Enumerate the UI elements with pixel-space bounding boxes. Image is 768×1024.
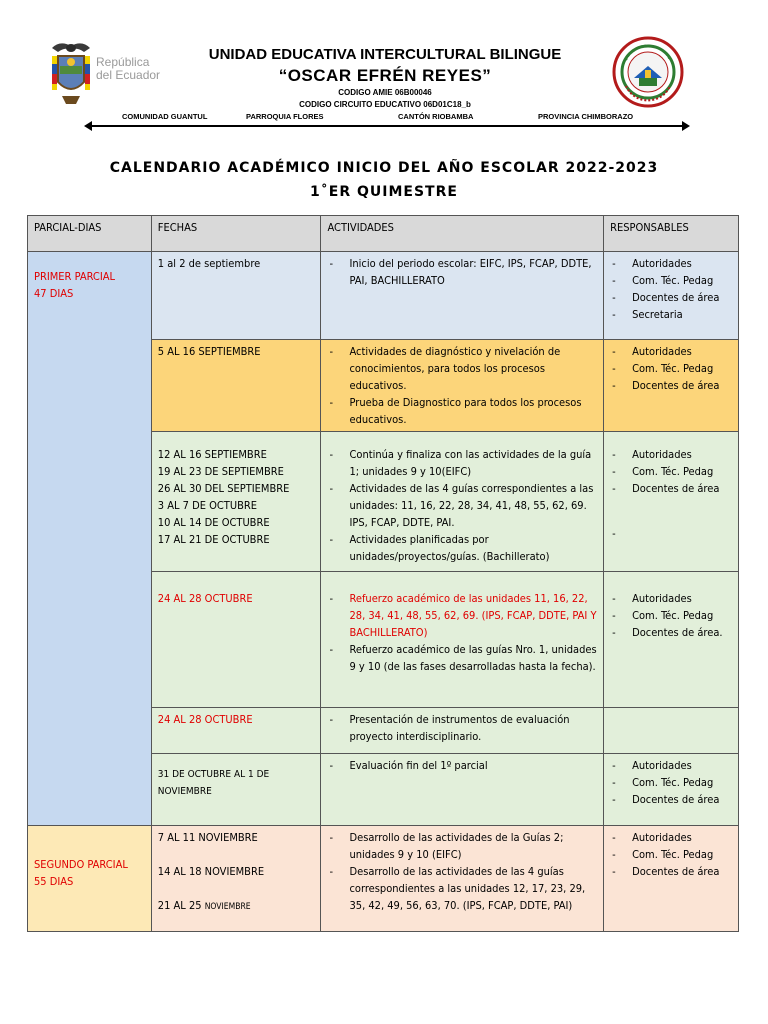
school-seal-logo	[612, 36, 684, 108]
quimestre-subtitle: 1˚ER QUIMESTRE	[310, 184, 458, 200]
codigo-circuito: CODIGO CIRCUITO EDUCATIVO 06D01C18_b	[299, 100, 471, 109]
fecha-item: 17 AL 21 DE OCTUBRE	[157, 533, 270, 546]
responsable-item: - Docentes de área	[610, 480, 732, 497]
primer-parcial-label: PRIMER PARCIAL	[34, 270, 116, 283]
primer-parcial-dias: 47 DIAS	[34, 287, 74, 300]
responsable-item: - Autoridades	[610, 343, 732, 360]
coat-of-arms-icon	[48, 38, 94, 108]
school-name-title: “OSCAR EFRÉN REYES”	[278, 66, 492, 85]
responsable-item: - Docentes de área.	[610, 624, 732, 641]
actividad-item: - Presentación de instrumentos de evaluación proyecto interdisciplinario.	[327, 711, 597, 745]
provincia-label: PROVINCIA CHIMBORAZO	[538, 112, 634, 121]
actividad-item: - Actividades de diagnóstico y nivelación de conocimientos, para todos los procesos educativos.	[327, 343, 597, 394]
fecha-mes-text: NOVIEMBRE	[204, 902, 251, 912]
responsable-item: - Secretaria	[610, 306, 732, 323]
academic-calendar-table	[27, 215, 739, 932]
actividad-item	[327, 590, 597, 641]
table-header-row	[28, 216, 739, 252]
responsables-cell	[604, 826, 739, 932]
responsable-item: - Docentes de área	[610, 791, 732, 808]
actividad-item: - Continúa y finaliza con las actividades de la guía 1; unidades 9 y 10(EIFC)	[327, 446, 597, 480]
segundo-parcial-dias: 55 DIAS	[34, 875, 74, 888]
fecha-item	[158, 897, 315, 916]
republica-del-ecuador-label	[96, 56, 160, 82]
table-row	[28, 826, 739, 932]
fecha-item: 26 AL 30 DEL SEPTIEMBRE	[157, 482, 290, 495]
responsable-item: - Docentes de área	[610, 863, 732, 880]
fecha-item: 14 AL 18 NOVIEMBRE	[157, 865, 265, 878]
actividad-item: - Prueba de Diagnostico para todos los procesos educativos.	[327, 394, 597, 428]
responsable-item: - Com. Téc. Pedag	[610, 360, 732, 377]
primer-parcial-cell	[28, 252, 152, 826]
fechas-cell	[151, 340, 321, 432]
header-parcial-dias: PARCIAL-DIAS	[28, 216, 152, 252]
fecha-item: 19 AL 23 DE SEPTIEMBRE	[157, 465, 284, 478]
header-actividades: ACTIVIDADES	[321, 216, 604, 252]
responsables-cell	[604, 340, 739, 432]
fecha-item: 31 DE OCTUBRE AL 1 DE NOVIEMBRE	[157, 769, 270, 797]
segundo-parcial-cell	[28, 826, 152, 932]
actividad-item: - Actividades planificadas por unidades/proyectos/guías. (Bachillerato)	[327, 531, 597, 565]
fechas-cell	[151, 708, 321, 754]
responsables-cell	[604, 572, 739, 708]
fecha-item: 5 AL 16 SEPTIEMBRE	[157, 345, 261, 358]
responsable-item: - Autoridades	[610, 590, 732, 607]
responsable-item: - Com. Téc. Pedag	[610, 272, 732, 289]
fecha-dias-text: 21 AL 25	[157, 899, 202, 912]
table-row	[28, 252, 739, 340]
responsable-item: - Com. Téc. Pedag	[610, 607, 732, 624]
document-header	[0, 0, 768, 135]
codigo-amie: CODIGO AMIE 06B00046	[338, 88, 432, 97]
responsable-item: - Docentes de área	[610, 377, 732, 394]
responsables-cell	[604, 754, 739, 826]
fecha-item: 3 AL 7 DE OCTUBRE	[157, 499, 258, 512]
responsable-item: - Com. Téc. Pedag	[610, 774, 732, 791]
actividad-item: - Desarrollo de las actividades de las 4 guías correspondientes a las unidades 12, 17, 23, 29, 35, 42, 49, 56, 63, 70. (IPS, FCAP, DDTE, PAI)	[327, 863, 597, 914]
responsables-cell	[604, 252, 739, 340]
responsable-item: - Com. Téc. Pedag	[610, 463, 732, 480]
arrow-right-icon	[682, 121, 690, 131]
parroquia-label: PARROQUIA FLORES	[246, 112, 324, 121]
actividades-cell	[321, 708, 604, 754]
fecha-item: 12 AL 16 SEPTIEMBRE	[157, 448, 267, 461]
republica-line2: del Ecuador	[96, 68, 161, 82]
fechas-cell	[151, 826, 321, 932]
responsables-cell	[604, 432, 739, 572]
ecuador-coat-of-arms-logo	[48, 38, 168, 108]
actividades-cell	[321, 252, 604, 340]
school-type-title: UNIDAD EDUCATIVA INTERCULTURAL BILINGUE	[208, 46, 562, 63]
comunidad-label: COMUNIDAD GUANTUL	[122, 112, 208, 121]
fecha-item: 10 AL 14 DE OCTUBRE	[157, 516, 270, 529]
actividad-item: - Evaluación fin del 1º parcial	[327, 757, 597, 774]
actividad-item: - Desarrollo de las actividades de la Guías 2; unidades 9 y 10 (EIFC)	[327, 829, 597, 863]
fechas-cell	[151, 754, 321, 826]
header-responsables: RESPONSABLES	[604, 216, 739, 252]
actividades-cell	[321, 826, 604, 932]
actividad-item: - Actividades de las 4 guías correspondientes a las unidades: 11, 16, 22, 28, 34, 41, 48, 55, 62, 69. IPS, FCAP, DDTE, PAI.	[327, 480, 597, 531]
responsable-item: - Autoridades	[610, 757, 732, 774]
responsable-item: - Autoridades	[610, 255, 732, 272]
actividad-item: - Refuerzo académico de las guías Nro. 1, unidades 9 y 10 (de las fases desarrolladas hasta la fecha).	[327, 641, 597, 675]
fechas-cell	[151, 432, 321, 572]
actividad-item: - Inicio del periodo escolar: EIFC, IPS, FCAP, DDTE, PAI, BACHILLERATO	[327, 255, 597, 289]
fechas-cell	[151, 572, 321, 708]
responsables-cell	[604, 708, 739, 754]
fecha-item: 7 AL 11 NOVIEMBRE	[157, 831, 258, 844]
actividades-cell	[321, 432, 604, 572]
segundo-parcial-label: SEGUNDO PARCIAL	[34, 858, 128, 871]
refuerzo-unidades-text: Refuerzo académico de las unidades 11, 16, 22, 28, 34, 41, 48, 55, 62, 69. (IPS, FCAP, DDTE, PAI Y BACHILLERATO)	[349, 592, 597, 639]
arrow-left-icon	[84, 121, 92, 131]
responsable-item: - Docentes de área	[610, 289, 732, 306]
responsable-item: - Autoridades	[610, 829, 732, 846]
republica-line1: República	[96, 55, 150, 69]
fecha-item: 24 AL 28 OCTUBRE	[157, 592, 253, 605]
fechas-cell	[151, 252, 321, 340]
school-seal-icon	[612, 36, 684, 108]
responsable-item: - Com. Téc. Pedag	[610, 846, 732, 863]
fecha-item: 24 AL 28 OCTUBRE	[157, 713, 253, 726]
actividades-cell	[321, 340, 604, 432]
canton-label: CANTÓN RIOBAMBA	[398, 112, 474, 121]
calendar-title: CALENDARIO ACADÉMICO INICIO DEL AÑO ESCOLAR 2022-2023	[109, 160, 659, 176]
actividades-cell	[321, 572, 604, 708]
responsable-item: - Autoridades	[610, 446, 732, 463]
fecha-item: 1 al 2 de septiembre	[157, 257, 261, 270]
header-divider-line	[86, 125, 684, 127]
actividades-cell	[321, 754, 604, 826]
header-fechas: FECHAS	[151, 216, 321, 252]
